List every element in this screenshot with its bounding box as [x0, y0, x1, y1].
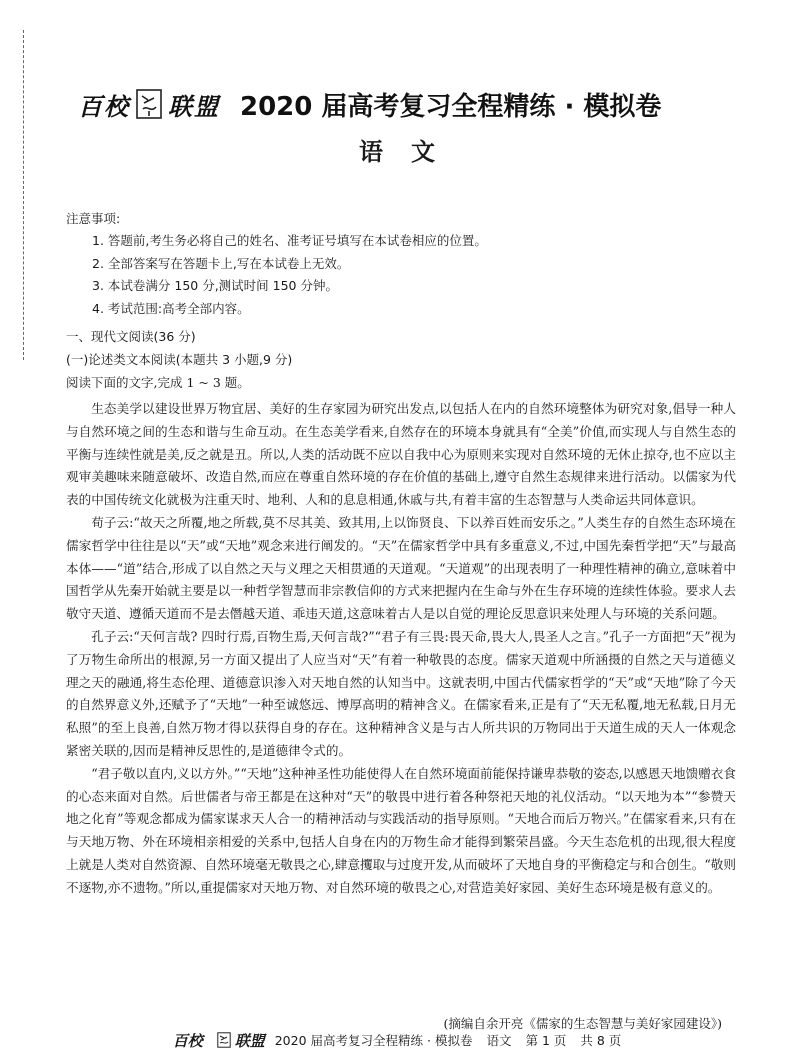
brand-logo-left: 百校 — [78, 91, 130, 121]
notice-block — [66, 208, 736, 320]
page-header — [78, 84, 738, 124]
binding-dashed-line — [23, 30, 24, 360]
passage-paragraph: “君子敬以直内,义以方外。”“天地”这种神圣性功能使得人在自然环境面前能保持谦卑恭敬的姿态,以感恩天地馈赠衣食的心态来面对自然。后世儒者与帝王都是在这种对“天”的敬畏中进行着各种祭祀天地的礼仪活动。“以天地为本”“参赞天地之化育”等观念都成为儒家谋求天人合一的精神活动与实践活动的指导原则。“天地合而后万物兴。”在儒家看来,只有在与天地万物、外在环境相亲相爱的关系中,包括人自身在内的万物生命才能得到繁荣昌盛。今天生态危机的出现,很大程度上就是人类对自然资源、自然环境毫无敬畏之心,肆意攫取与过度开发,从而破坏了天地自身的平衡稳定与和合创生。“敬则不逐物,亦不遗物。”所以,重提儒家对天地万物、对自然环境的敬畏之心,对营造美好家园、美好生态环境是极有意义的。 — [66, 765, 736, 895]
reading-passage — [66, 398, 736, 900]
passage-paragraph: 生态美学以建设世界万物宜居、美好的生存家园为研究出发点,以包括人在内的自然环境整体为研究对象,倡导一种人与自然环境之间的生态和谐与生命互动。在生态美学看来,自然存在的环境本身就具有“全美”价值,而实现人与自然生态的平衡与连续性就是美,反之就是丑。所以,人类的活动既不应以自我中心为原则来实现对自然环境的无休止掠夺,也不应以主观审美趣味来随意破坏、改造自然,而应在尊重自然环境的存在价值的基础上,遵守自然生态规律来进行活动。以儒家为代表的中国传统文化就极为注重天时、地利、人和的息息相通,休戚与共,有着丰富的生态智慧与人类命运共同体意识。 — [66, 401, 736, 508]
brand-logo-right: 联盟 — [168, 91, 220, 121]
notice-item: 3. 本试卷满分 150 分,测试时间 150 分钟。 — [92, 278, 338, 293]
section-title: 一、现代文阅读(36 分) — [66, 329, 196, 344]
notice-heading: 注意事项: — [66, 211, 121, 226]
footer-brand-left: 百校 — [172, 1031, 203, 1050]
notice-item: 1. 答题前,考生务必将自己的姓名、准考证号填写在本试卷相应的位置。 — [92, 233, 487, 248]
footer-brand-right: 联盟 — [234, 1031, 265, 1050]
passage-paragraph: 孔子云:“天何言哉? 四时行焉,百物生焉,天何言哉?”“君子有三畏:畏天命,畏大人,畏圣人之言。”孔子一方面把“天”视为了万物生命所出的根源,另一方面又提出了人应当对“天”有着一种敬畏的态度。儒家天道观中所涵摄的自然之天与道德义理之天的融通,将生态伦理、道德意识渗入对天地自然的认知当中。这就表明,中国古代儒家哲学的“天”或“天地”除了今天的自然界意义外,还赋予了“天地”一种至诚悠远、博厚高明的精神含义。在儒家看来,正是有了“天无私覆,地无私载,日月无私照”的至上良善,自然万物才得以获得自身的存在。这种精神含义是与古人所共识的万物同出于天道生成的天人一体观念紧密关联的,因而是精神反思性的,是道德律令式的。 — [66, 628, 736, 758]
footer-page-number: 第 1 页 — [525, 1033, 567, 1048]
footer-page-total: 共 8 页 — [580, 1033, 622, 1048]
footer-seal-icon — [217, 1032, 231, 1048]
footer-subject: 语文 — [486, 1033, 512, 1048]
seal-icon — [136, 89, 162, 119]
notice-item: 2. 全部答案写在答题卡上,写在本试卷上无效。 — [92, 255, 350, 271]
footer-title: 2020 届高考复习全程精练 · 模拟卷 — [274, 1033, 473, 1048]
notice-item: 4. 考试范围:高考全部内容。 — [92, 300, 250, 316]
passage-paragraph: 荀子云:“故天之所覆,地之所载,莫不尽其美、致其用,上以饰贤良、下以养百姓而安乐之。”人类生存的自然生态环境在儒家哲学中往往是以“天”或“天地”观念来进行阐发的。“天”在儒家哲学中具有多重意义,不过,中国先秦哲学把“天”与最高本体——“道”结合,形成了以自然之天与义理之天相贯通的天道观。“天道观”的出现表明了一种理性精神的确立,意味着中国哲学从先秦开始就主要是以一种哲学智慧而非宗教信仰的方式来把握内在生命与外在生存环境的连续性体验。要求人去敬守天道、遵循天道而不是去僭越天道、乖违天道,这意味着古人是以自觉的理论反思意识来处理人与环境的关系问题。 — [66, 514, 736, 622]
exam-title: 2020 届高考复习全程精练 · 模拟卷 — [240, 91, 662, 122]
subject-title: 语文 — [359, 138, 463, 166]
section-instruction: 阅读下面的文字,完成 1 ~ 3 题。 — [66, 375, 250, 390]
section-subtitle: (一)论述类文本阅读(本题共 3 小题,9 分) — [66, 352, 293, 367]
page-footer — [0, 1028, 794, 1052]
passage-source: (摘编自余开亮《儒家的生态智慧与美好家园建设》) — [443, 1016, 722, 1031]
